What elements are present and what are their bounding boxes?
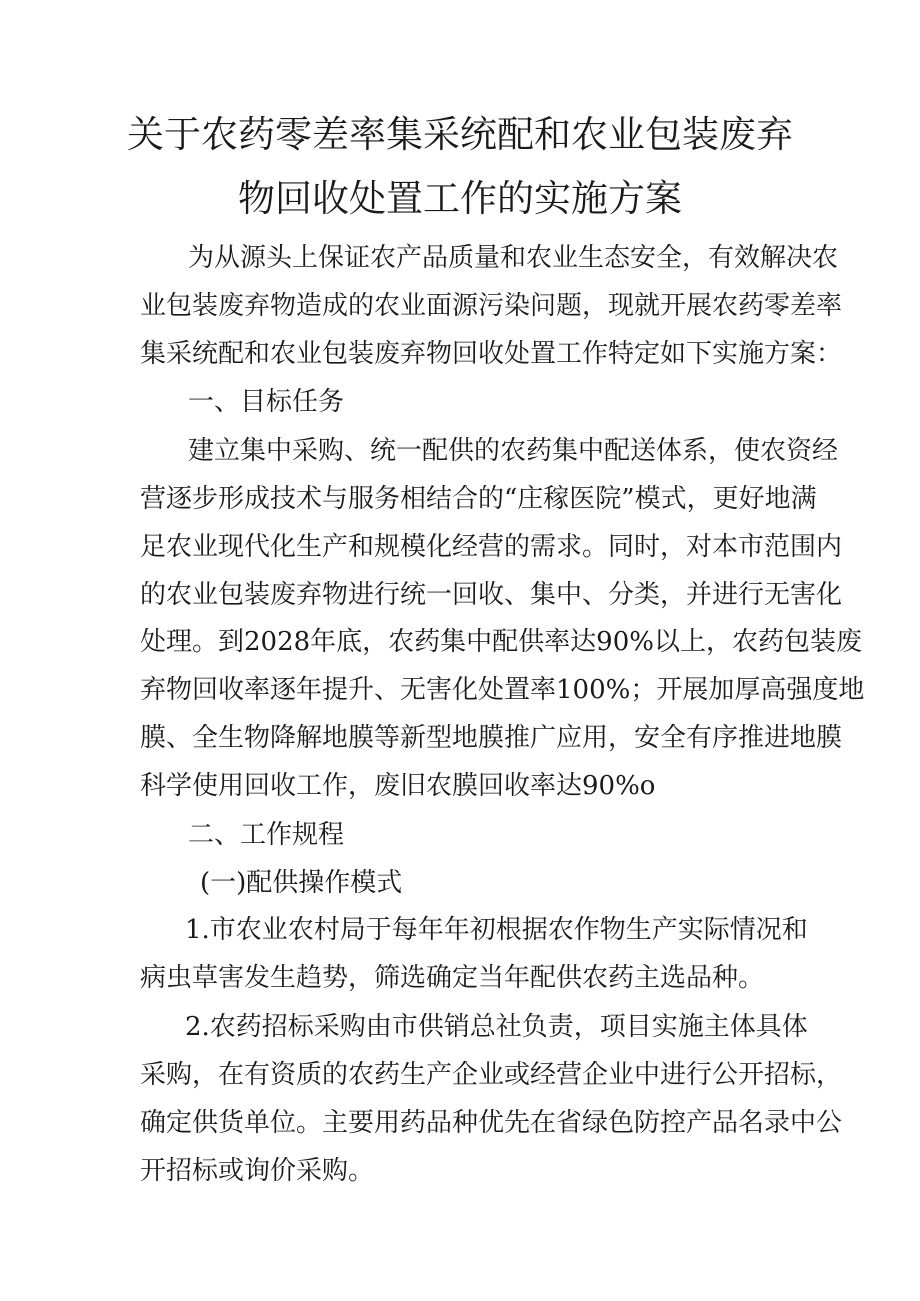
document-title-line-1: 关于农药零差率集采统配和农业包装废弃: [127, 113, 793, 156]
document-title-line-2: 物回收处置工作的实施方案: [238, 177, 682, 220]
section-1-body-line-4: 的农业包装废弃物进行统一回收、集中、分类，并进行无害化: [140, 580, 843, 610]
section-1-body-line-2: 营逐步形成技术与服务相结合的“庄稼医院”模式，更好地满: [140, 484, 817, 514]
intro-line-2: 业包装废弃物造成的农业面源污染问题，现就开展农药零差率: [140, 291, 843, 321]
section-1-body-line-7: 膜、全生物降解地膜等新型地膜推广应用，安全有序推进地膜: [140, 723, 843, 753]
section-1-body-line-8: 科学使用回收工作，废旧农膜回收率达90%o: [140, 771, 656, 801]
item-2-line-4: 开招标或询价采购。: [140, 1156, 375, 1186]
item-2-line-2: 采购，在有资质的农药生产企业或经营企业中进行公开招标，: [140, 1060, 843, 1090]
section-1-body-line-3: 足农业现代化生产和规模化经营的需求。同时，对本市范围内: [140, 532, 843, 562]
item-2-line-1: 2.农药招标采购由市供销总社负责，项目实施主体具体: [185, 1012, 808, 1042]
intro-line-3: 集采统配和农业包装废弃物回收处置工作特定如下实施方案：: [140, 339, 843, 369]
section-1-body-line-1: 建立集中采购、统一配供的农药集中配送体系，使农资经: [188, 436, 839, 466]
item-1-line-2: 病虫草害发生趋势，筛选确定当年配供农药主选品种。: [140, 963, 765, 993]
section-2-heading: 二、工作规程: [188, 820, 345, 850]
item-1-line-1: 1.市农业农村局于每年年初根据农作物生产实际情况和: [185, 915, 808, 945]
subsection-1-heading: (一)配供操作模式: [200, 868, 403, 898]
section-1-body-line-5: 处理。到2028年底，农药集中配供率达90%以上，农药包装废: [140, 627, 862, 657]
section-1-heading: 一、目标任务: [188, 387, 345, 417]
item-2-line-3: 确定供货单位。主要用药品种优先在省绿色防控产品名录中公: [140, 1108, 843, 1138]
section-1-body-line-6: 弃物回收率逐年提升、无害化处置率100%；开展加厚高强度地: [140, 675, 865, 705]
intro-line-1: 为从源头上保证农产品质量和农业生态安全，有效解决农: [188, 243, 839, 273]
